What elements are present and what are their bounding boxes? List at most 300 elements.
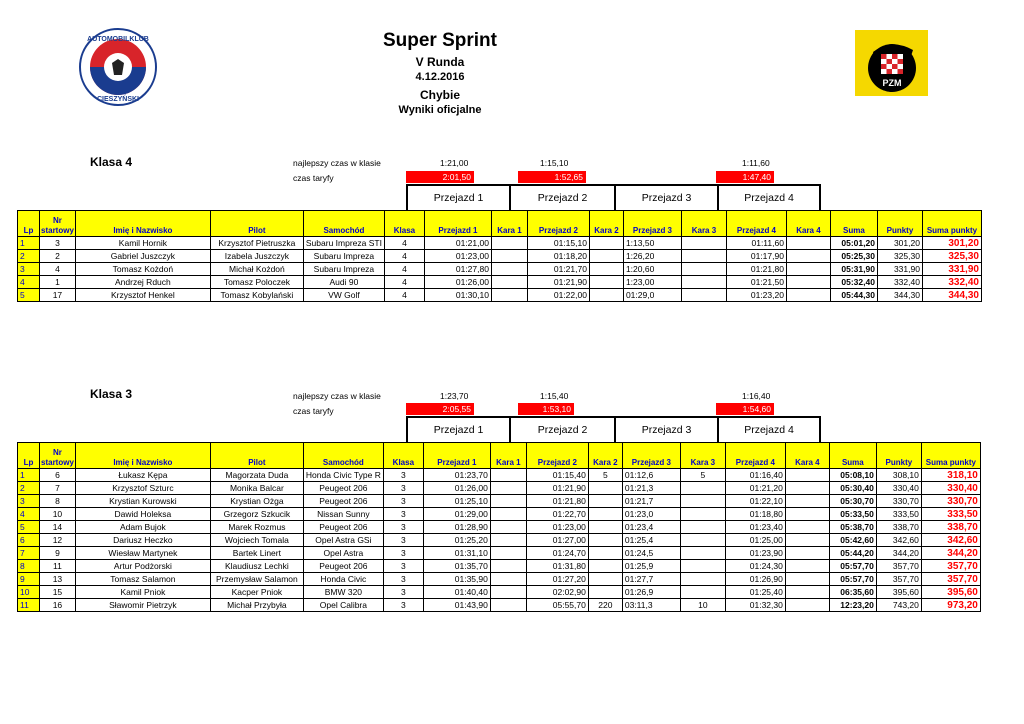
column-header-k4: Kara 4 xyxy=(785,443,829,469)
column-header-p4: Przejazd 4 xyxy=(725,443,785,469)
cell-class: 3 xyxy=(383,586,423,599)
cell-sum: 06:35,60 xyxy=(829,586,876,599)
cell-k3: 10 xyxy=(680,599,725,612)
column-header-p3: Przejazd 3 xyxy=(623,211,681,237)
cell-pilot: Krystian Ożga xyxy=(210,495,303,508)
cell-name: Łukasz Kępa xyxy=(75,469,210,482)
cell-k2 xyxy=(588,482,622,495)
column-header-lp: Lp xyxy=(18,211,40,237)
cell-points: 357,70 xyxy=(876,573,921,586)
cell-pilot: Marek Rozmus xyxy=(210,521,303,534)
cell-pilot: Wojciech Tomala xyxy=(210,534,303,547)
k3-przejazd-2-header: Przejazd 2 xyxy=(509,416,614,442)
cell-p1: 01:35,90 xyxy=(423,573,490,586)
cell-car: Audi 90 xyxy=(303,276,384,289)
cell-class: 3 xyxy=(383,560,423,573)
cell-k3 xyxy=(681,250,726,263)
column-header-name: Imię i Nazwisko xyxy=(75,443,210,469)
cell-points: 357,70 xyxy=(876,560,921,573)
k4-tariff-4: 1:47,40 xyxy=(716,171,774,183)
cell-total: 344,30 xyxy=(922,289,981,302)
cell-name: Gabriel Juszczyk xyxy=(75,250,210,263)
cell-k2 xyxy=(588,495,622,508)
cell-p2: 01:22,70 xyxy=(526,508,588,521)
cell-p1: 01:28,90 xyxy=(423,521,490,534)
cell-points: 342,60 xyxy=(876,534,921,547)
column-header-pilot: Pilot xyxy=(210,211,303,237)
cell-class: 4 xyxy=(384,250,424,263)
cell-p3: 1:20,60 xyxy=(623,263,681,276)
cell-p3: 01:21,7 xyxy=(622,495,680,508)
cell-p3: 1:13,50 xyxy=(623,237,681,250)
cell-total: 395,60 xyxy=(921,586,980,599)
cell-points: 743,20 xyxy=(876,599,921,612)
page-title: Super Sprint xyxy=(382,30,497,51)
cell-p2: 01:23,00 xyxy=(526,521,588,534)
cell-p2: 02:02,90 xyxy=(526,586,588,599)
cell-lp: 11 xyxy=(18,599,40,612)
cell-k1 xyxy=(491,263,527,276)
column-header-p2: Przejazd 2 xyxy=(527,211,589,237)
cell-p4: 01:23,90 xyxy=(725,547,785,560)
table-header-row xyxy=(18,443,981,469)
column-header-p1: Przejazd 1 xyxy=(423,443,490,469)
cell-pilot: Tomasz Kobylański xyxy=(210,289,303,302)
cell-pilot: Monika Balcar xyxy=(210,482,303,495)
cell-class: 3 xyxy=(383,521,423,534)
cell-sum: 05:31,90 xyxy=(830,263,877,276)
cell-name: Sławomir Pietrzyk xyxy=(75,599,210,612)
cell-car: Peugeot 206 xyxy=(303,560,383,573)
cell-p2: 01:22,00 xyxy=(527,289,589,302)
cell-sum: 05:44,30 xyxy=(830,289,877,302)
table-row xyxy=(18,560,981,573)
automobilklub-logo xyxy=(78,27,158,107)
cell-p3: 01:23,4 xyxy=(622,521,680,534)
cell-total: 331,90 xyxy=(922,263,981,276)
cell-nr: 9 xyxy=(40,547,76,560)
k3-przejazd-3-header: Przejazd 3 xyxy=(614,416,717,442)
cell-car: Subaru Impreza xyxy=(303,250,384,263)
class-3-results-table xyxy=(17,442,981,612)
cell-lp: 7 xyxy=(18,547,40,560)
cell-p4: 01:11,60 xyxy=(726,237,786,250)
cell-p3: 01:25,9 xyxy=(622,560,680,573)
event-date: 4.12.2016 xyxy=(415,71,465,83)
cell-p4: 01:26,90 xyxy=(725,573,785,586)
cell-k2 xyxy=(589,250,623,263)
cell-sum: 05:08,10 xyxy=(829,469,876,482)
cell-k4 xyxy=(785,508,829,521)
cell-k2 xyxy=(588,534,622,547)
column-header-class: Klasa xyxy=(384,211,424,237)
cell-sum: 05:01,20 xyxy=(830,237,877,250)
cell-sum: 05:30,70 xyxy=(829,495,876,508)
cell-name: Krystian Kurowski xyxy=(75,495,210,508)
table-row xyxy=(18,586,981,599)
cell-sum: 05:30,40 xyxy=(829,482,876,495)
results-status: Wyniki oficjalne xyxy=(398,104,482,116)
cell-k1 xyxy=(490,482,526,495)
cell-k2 xyxy=(589,289,623,302)
cell-lp: 10 xyxy=(18,586,40,599)
cell-k1 xyxy=(490,508,526,521)
cell-class: 3 xyxy=(383,534,423,547)
cell-total: 357,70 xyxy=(921,573,980,586)
cell-k4 xyxy=(785,521,829,534)
cell-points: 338,70 xyxy=(876,521,921,534)
k3-tariff-4: 1:54,60 xyxy=(716,403,774,415)
cell-p3: 01:25,4 xyxy=(622,534,680,547)
cell-lp: 5 xyxy=(18,289,40,302)
cell-k1 xyxy=(490,469,526,482)
cell-nr: 14 xyxy=(40,521,76,534)
column-header-class: Klasa xyxy=(383,443,423,469)
cell-car: Peugeot 206 xyxy=(303,521,383,534)
cell-car: Peugeot 206 xyxy=(303,495,383,508)
cell-p3: 01:21,3 xyxy=(622,482,680,495)
cell-total: 318,10 xyxy=(921,469,980,482)
cell-total: 344,20 xyxy=(921,547,980,560)
cell-p2: 01:21,80 xyxy=(526,495,588,508)
cell-p2: 01:15,40 xyxy=(526,469,588,482)
cell-p2: 01:21,90 xyxy=(526,482,588,495)
k4-przejazd-2-header: Przejazd 2 xyxy=(509,184,614,210)
cell-total: 301,20 xyxy=(922,237,981,250)
cell-k1 xyxy=(490,560,526,573)
cell-k1 xyxy=(490,521,526,534)
cell-nr: 2 xyxy=(40,250,76,263)
cell-p2: 01:24,70 xyxy=(526,547,588,560)
cell-k4 xyxy=(785,547,829,560)
cell-class: 3 xyxy=(383,547,423,560)
table-row xyxy=(18,250,982,263)
class-4-results-table xyxy=(17,210,982,302)
cell-p4: 01:25,40 xyxy=(725,586,785,599)
cell-k2 xyxy=(588,508,622,521)
cell-class: 3 xyxy=(383,469,423,482)
pzm-logo xyxy=(855,30,928,96)
cell-p1: 01:27,80 xyxy=(424,263,491,276)
cell-class: 4 xyxy=(384,276,424,289)
cell-car: Subaru Impreza xyxy=(303,263,384,276)
cell-nr: 11 xyxy=(40,560,76,573)
cell-k3 xyxy=(681,263,726,276)
cell-nr: 15 xyxy=(40,586,76,599)
k4-przejazd-4-header: Przejazd 4 xyxy=(717,184,821,210)
cell-p4: 01:18,80 xyxy=(725,508,785,521)
cell-p1: 01:31,10 xyxy=(423,547,490,560)
cell-p4: 01:32,30 xyxy=(725,599,785,612)
cell-k2 xyxy=(589,237,623,250)
cell-lp: 4 xyxy=(18,508,40,521)
cell-k3 xyxy=(680,482,725,495)
cell-p4: 01:21,20 xyxy=(725,482,785,495)
cell-class: 3 xyxy=(383,482,423,495)
event-place: Chybie xyxy=(419,88,460,102)
cell-total: 330,40 xyxy=(921,482,980,495)
cell-points: 395,60 xyxy=(876,586,921,599)
cell-k1 xyxy=(491,250,527,263)
cell-car: Peugeot 206 xyxy=(303,482,383,495)
cell-sum: 05:32,40 xyxy=(830,276,877,289)
k4-tariff-2: 1:52,65 xyxy=(518,171,586,183)
cell-sum: 05:42,60 xyxy=(829,534,876,547)
cell-pilot: Kacper Pniok xyxy=(210,586,303,599)
svg-text:AUTOMOBILKLUB: AUTOMOBILKLUB xyxy=(87,36,149,43)
cell-lp: 5 xyxy=(18,521,40,534)
cell-k3 xyxy=(680,547,725,560)
column-header-k4: Kara 4 xyxy=(786,211,830,237)
column-header-nr: Nr startowy xyxy=(40,443,76,469)
cell-p3: 01:24,5 xyxy=(622,547,680,560)
column-header-total: Suma punkty xyxy=(922,211,981,237)
cell-lp: 1 xyxy=(18,237,40,250)
cell-p3: 01:26,9 xyxy=(622,586,680,599)
cell-name: Wiesław Martynek xyxy=(75,547,210,560)
column-header-sum: Suma xyxy=(829,443,876,469)
cell-p3: 03:11,3 xyxy=(622,599,680,612)
cell-p3: 1:26,20 xyxy=(623,250,681,263)
column-header-points: Punkty xyxy=(876,443,921,469)
cell-lp: 9 xyxy=(18,573,40,586)
cell-p1: 01:25,10 xyxy=(423,495,490,508)
cell-lp: 8 xyxy=(18,560,40,573)
cell-k2 xyxy=(588,521,622,534)
cell-k1 xyxy=(491,289,527,302)
cell-p2: 01:18,20 xyxy=(527,250,589,263)
column-header-lp: Lp xyxy=(18,443,40,469)
cell-k3 xyxy=(680,586,725,599)
k4-best-1: 1:21,00 xyxy=(440,158,469,168)
cell-nr: 12 xyxy=(40,534,76,547)
table-row xyxy=(18,495,981,508)
cell-p4: 01:23,20 xyxy=(726,289,786,302)
column-header-car: Samochód xyxy=(303,211,384,237)
cell-sum: 05:44,20 xyxy=(829,547,876,560)
table-row xyxy=(18,599,981,612)
cell-k3: 5 xyxy=(680,469,725,482)
column-header-p4: Przejazd 4 xyxy=(726,211,786,237)
cell-lp: 3 xyxy=(18,263,40,276)
cell-nr: 7 xyxy=(40,482,76,495)
cell-points: 344,20 xyxy=(876,547,921,560)
column-header-p3: Przejazd 3 xyxy=(622,443,680,469)
cell-nr: 3 xyxy=(40,237,76,250)
cell-p1: 01:21,00 xyxy=(424,237,491,250)
column-header-sum: Suma xyxy=(830,211,877,237)
cell-nr: 13 xyxy=(40,573,76,586)
cell-car: Honda Civic xyxy=(303,573,383,586)
cell-k4 xyxy=(785,599,829,612)
cell-car: Opel Astra xyxy=(303,547,383,560)
k3-tariff-2: 1:53,10 xyxy=(518,403,574,415)
cell-name: Kamil Hornik xyxy=(75,237,210,250)
cell-p1: 01:23,00 xyxy=(424,250,491,263)
cell-points: 333,50 xyxy=(876,508,921,521)
k3-best-4: 1:16,40 xyxy=(742,391,771,401)
cell-class: 3 xyxy=(383,495,423,508)
cell-p1: 01:25,20 xyxy=(423,534,490,547)
cell-k4 xyxy=(786,250,830,263)
cell-k4 xyxy=(785,586,829,599)
cell-pilot: Przemysław Salamon xyxy=(210,573,303,586)
cell-p1: 01:29,00 xyxy=(423,508,490,521)
svg-text:CIESZYŃSKI: CIESZYŃSKI xyxy=(96,96,140,103)
cell-class: 3 xyxy=(383,573,423,586)
cell-p3: 01:27,7 xyxy=(622,573,680,586)
cell-car: BMW 320 xyxy=(303,586,383,599)
cell-p3: 01:29,0 xyxy=(623,289,681,302)
cell-k2: 5 xyxy=(588,469,622,482)
cell-nr: 16 xyxy=(40,599,76,612)
cell-pilot: Izabela Juszczyk xyxy=(210,250,303,263)
table-row xyxy=(18,547,981,560)
cell-sum: 05:25,30 xyxy=(830,250,877,263)
cell-k1 xyxy=(491,237,527,250)
cell-total: 333,50 xyxy=(921,508,980,521)
cell-p2: 01:31,80 xyxy=(526,560,588,573)
cell-sum: 05:33,50 xyxy=(829,508,876,521)
cell-p4: 01:25,00 xyxy=(725,534,785,547)
cell-p4: 01:16,40 xyxy=(725,469,785,482)
cell-nr: 1 xyxy=(40,276,76,289)
cell-lp: 2 xyxy=(18,250,40,263)
table-row xyxy=(18,482,981,495)
cell-p3: 01:23,0 xyxy=(622,508,680,521)
cell-pilot: Michał Kożdoń xyxy=(210,263,303,276)
cell-total: 330,70 xyxy=(921,495,980,508)
cell-nr: 8 xyxy=(40,495,76,508)
column-header-k2: Kara 2 xyxy=(588,443,622,469)
cell-nr: 4 xyxy=(40,263,76,276)
cell-k1 xyxy=(490,586,526,599)
cell-class: 3 xyxy=(383,508,423,521)
cell-pilot: Krzysztof Pietruszka xyxy=(210,237,303,250)
cell-lp: 1 xyxy=(18,469,40,482)
cell-k2 xyxy=(589,276,623,289)
cell-p2: 01:15,10 xyxy=(527,237,589,250)
column-header-nr: Nr startowy xyxy=(40,211,76,237)
k3-przejazd-1-header: Przejazd 1 xyxy=(406,416,509,442)
column-header-total: Suma punkty xyxy=(921,443,980,469)
cell-p4: 01:22,10 xyxy=(725,495,785,508)
cell-p2: 05:55,70 xyxy=(526,599,588,612)
tariff-time-label: czas taryfy xyxy=(293,173,334,183)
k3-przejazd-4-header: Przejazd 4 xyxy=(717,416,821,442)
cell-name: Krzysztof Szturc xyxy=(75,482,210,495)
cell-pilot: Michał Przybyła xyxy=(210,599,303,612)
cell-k1 xyxy=(490,495,526,508)
cell-p4: 01:23,40 xyxy=(725,521,785,534)
cell-k3 xyxy=(681,289,726,302)
cell-points: 331,90 xyxy=(877,263,922,276)
cell-p1: 01:26,00 xyxy=(424,276,491,289)
cell-k2 xyxy=(588,560,622,573)
k4-tariff-1: 2:01,50 xyxy=(406,171,474,183)
table-header-row xyxy=(18,211,982,237)
cell-p1: 01:30,10 xyxy=(424,289,491,302)
cell-name: Andrzej Rduch xyxy=(75,276,210,289)
cell-lp: 2 xyxy=(18,482,40,495)
cell-p4: 01:21,80 xyxy=(726,263,786,276)
cell-name: Tomasz Salamon xyxy=(75,573,210,586)
table-row xyxy=(18,276,982,289)
round-label: V Runda xyxy=(415,55,465,69)
cell-pilot: Magorzata Duda xyxy=(210,469,303,482)
svg-text:PZM: PZM xyxy=(882,78,902,88)
column-header-p1: Przejazd 1 xyxy=(424,211,491,237)
cell-nr: 6 xyxy=(40,469,76,482)
cell-class: 4 xyxy=(384,289,424,302)
cell-k3 xyxy=(680,560,725,573)
column-header-name: Imię i Nazwisko xyxy=(75,211,210,237)
cell-points: 332,40 xyxy=(877,276,922,289)
column-header-k1: Kara 1 xyxy=(490,443,526,469)
cell-k2 xyxy=(588,547,622,560)
cell-k2 xyxy=(588,586,622,599)
k4-best-2: 1:15,10 xyxy=(540,158,569,168)
cell-pilot: Grzegorz Szkucik xyxy=(210,508,303,521)
column-header-car: Samochód xyxy=(303,443,383,469)
column-header-k3: Kara 3 xyxy=(681,211,726,237)
column-header-k3: Kara 3 xyxy=(680,443,725,469)
cell-k2 xyxy=(588,573,622,586)
cell-p4: 01:21,50 xyxy=(726,276,786,289)
cell-sum: 12:23,20 xyxy=(829,599,876,612)
cell-total: 325,30 xyxy=(922,250,981,263)
cell-car: Opel Calibra xyxy=(303,599,383,612)
cell-name: Dawid Holeksa xyxy=(75,508,210,521)
cell-total: 338,70 xyxy=(921,521,980,534)
cell-p2: 01:21,70 xyxy=(527,263,589,276)
cell-k4 xyxy=(786,276,830,289)
cell-total: 973,20 xyxy=(921,599,980,612)
cell-k3 xyxy=(681,276,726,289)
cell-p1: 01:26,00 xyxy=(423,482,490,495)
cell-name: Dariusz Heczko xyxy=(75,534,210,547)
cell-sum: 05:57,70 xyxy=(829,573,876,586)
cell-car: Opel Astra GSi xyxy=(303,534,383,547)
cell-lp: 3 xyxy=(18,495,40,508)
cell-nr: 17 xyxy=(40,289,76,302)
cell-p2: 01:21,90 xyxy=(527,276,589,289)
cell-k3 xyxy=(680,495,725,508)
cell-p4: 01:17,90 xyxy=(726,250,786,263)
table-row xyxy=(18,534,981,547)
cell-lp: 6 xyxy=(18,534,40,547)
table-row xyxy=(18,289,982,302)
k3-best-1: 1:23,70 xyxy=(440,391,469,401)
cell-k3 xyxy=(680,534,725,547)
class-4-heading: Klasa 4 xyxy=(90,155,133,169)
cell-p2: 01:27,20 xyxy=(526,573,588,586)
cell-sum: 05:38,70 xyxy=(829,521,876,534)
cell-pilot: Klaudiusz Lechki xyxy=(210,560,303,573)
class-3-heading: Klasa 3 xyxy=(90,387,133,401)
cell-car: Subaru Impreza STI xyxy=(303,237,384,250)
table-row xyxy=(18,508,981,521)
cell-class: 3 xyxy=(383,599,423,612)
cell-k4 xyxy=(785,469,829,482)
cell-k4 xyxy=(785,482,829,495)
cell-k2 xyxy=(589,263,623,276)
cell-k3 xyxy=(680,573,725,586)
cell-p1: 01:40,40 xyxy=(423,586,490,599)
cell-total: 357,70 xyxy=(921,560,980,573)
cell-p4: 01:24,30 xyxy=(725,560,785,573)
cell-points: 308,10 xyxy=(876,469,921,482)
